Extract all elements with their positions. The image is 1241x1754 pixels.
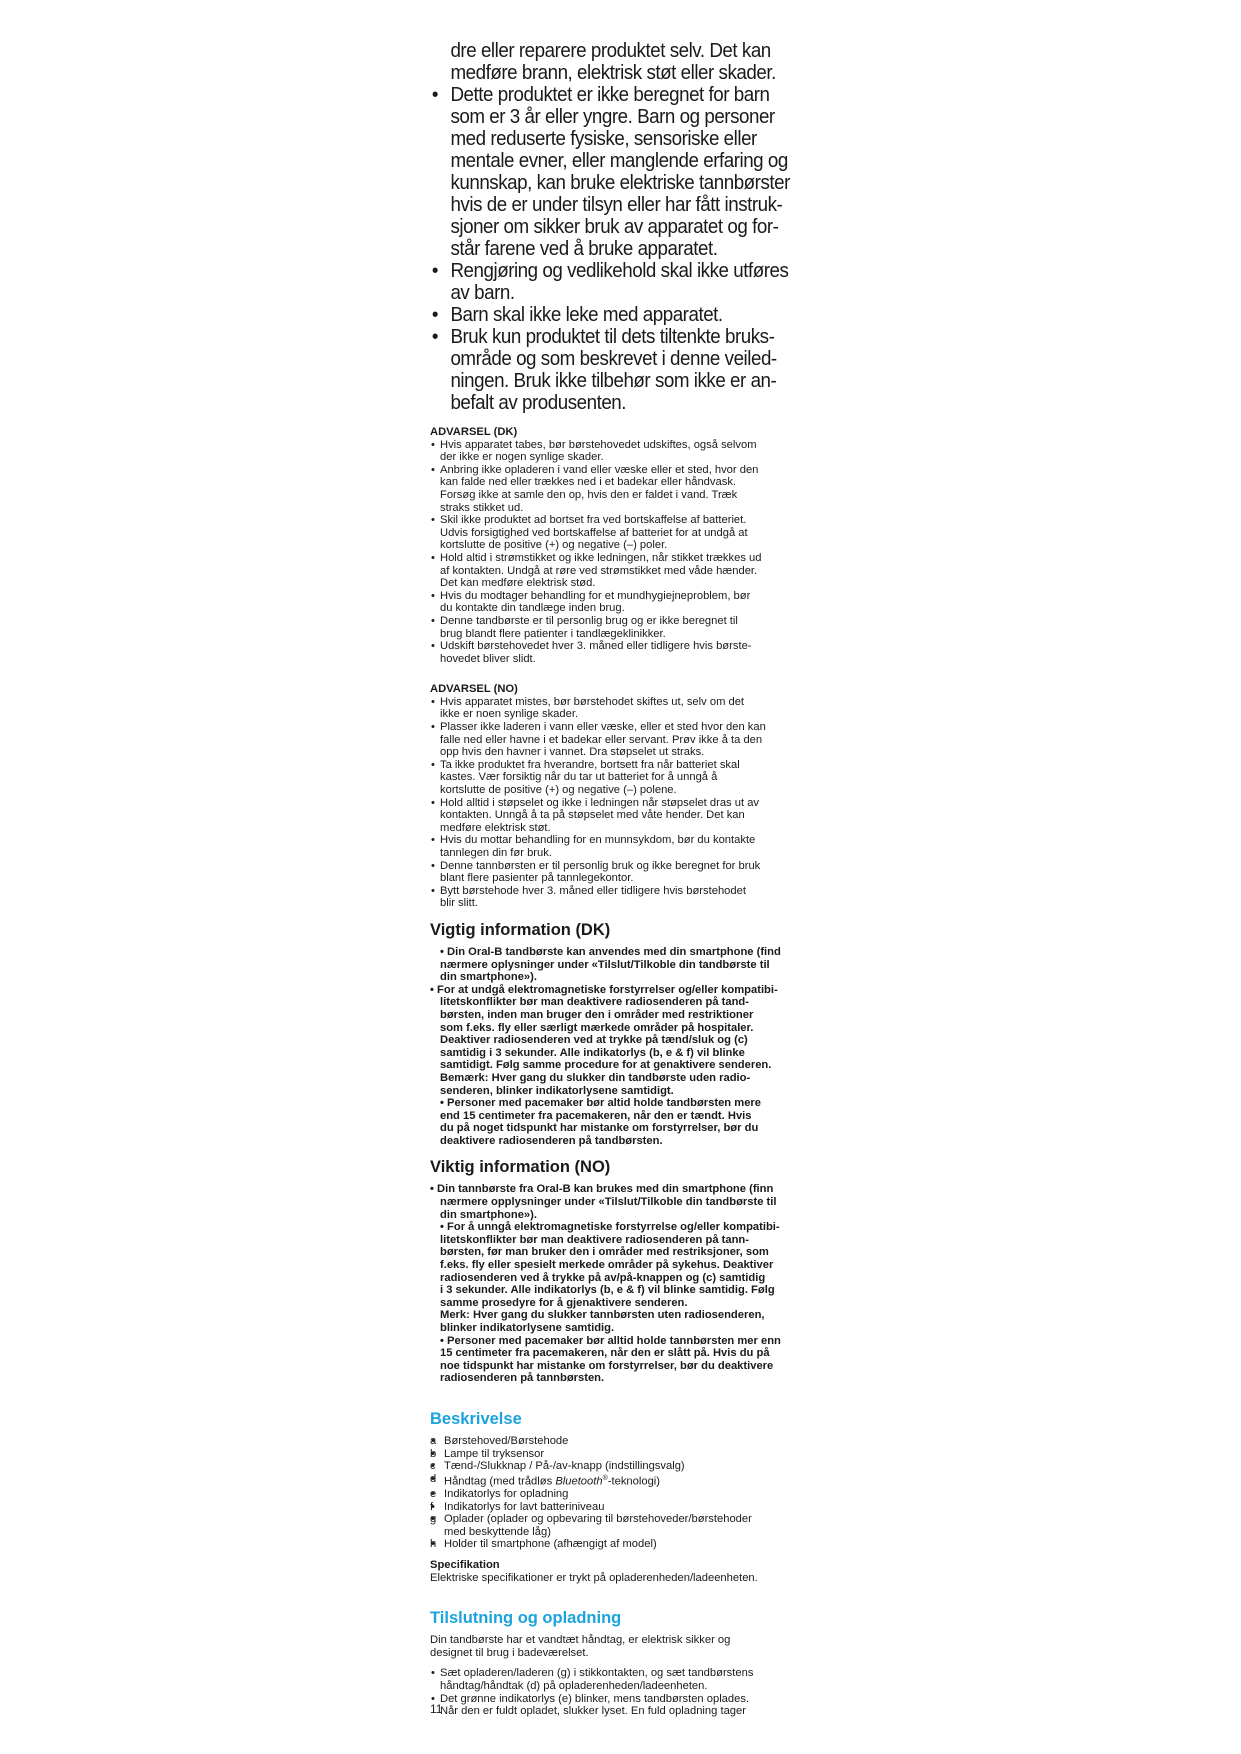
description-section [430, 1409, 825, 1584]
list-item: • Bruk kun produktet til dets tiltenkte bruks- område og som beskrevet i denne veiled- ningen. Bruk ikke tilbehør som ikke er an- befalt av produsenten. [430, 326, 830, 414]
section-heading: ADVARSEL (NO) [430, 683, 518, 696]
charging-section [430, 1608, 825, 1718]
list-item: • Hold altid i strømstikket og ikke ledningen, når stikket trækkes ud af kontakten. Undgå at røre ved strømstikket med våde hænder. Det kan medføre elektrisk stød. [430, 552, 825, 590]
list-item: • Hvis du modtager behandling for et mundhygiejneproblem, bør du kontakte din tandlæge inden brug. [430, 590, 825, 615]
list-item: • Hvis apparatet tabes, bør børstehovedet udskiftes, også selvom der ikke er nogen synlige skader. [430, 439, 825, 464]
list-item: • Hvis apparatet mistes, bør børstehodet skiftes ut, selv om det ikke er noen synlige skader. [430, 696, 825, 721]
list-item: • Anbring ikke opladeren i vand eller væske eller et sted, hvor den kan falde ned eller trækkes ned i et badekar eller håndvask. Forsøg ikke at samle den op, hvis den er faldet i vand. Træk straks stikket ud. [430, 464, 825, 514]
list-item: • Bytt børstehode hver 3. måned eller tidligere hvis børstehodet blir slitt. [430, 885, 825, 910]
page-number: 11 [430, 1702, 443, 1716]
charging-intro: Din tandbørste har et vandtæt håndtag, er elektrisk sikker og designet til brug i badeværelset. [430, 1634, 731, 1659]
list-item: • f Indikatorlys for lavt batteriniveau [430, 1501, 825, 1514]
section-heading: Beskrivelse [430, 1409, 522, 1428]
list-item: • Dette produktet er ikke beregnet for barn som er 3 år eller yngre. Barn og personer med reduserte fysiske, sensoriske eller mentale evner, eller manglende erfaring og kunnskap, kan bruke elektriske tannbørster hvis de er under tilsyn eller har fått instruk- sjoner om sikker bruk av apparatet og for- står farene ved å bruke apparatet. [430, 84, 830, 260]
section-heading: ADVARSEL (DK) [430, 426, 518, 438]
list-item: • Barn skal ikke leke med apparatet. [430, 304, 830, 326]
list-item: • b Lampe til tryksensor [430, 1448, 825, 1461]
no-safety-list [430, 84, 830, 414]
continuation-text: dre eller reparere produktet selv. Det kan medføre brann, elektrisk støt eller skader. [450, 40, 776, 84]
list-item: • Hold alltid i støpselet og ikke i ledningen når støpselet dras ut av kontakten. Unngå å ta på støpselet med våte hender. Det kan medføre elektrisk støt. [430, 797, 825, 835]
spec-text: Elektriske specifikationer er trykt på opladerenheden/ladeenheten. [430, 1571, 758, 1584]
no-safety-continuation [430, 40, 830, 414]
info-no-text: • Din tannbørste fra Oral-B kan brukes med din smartphone (finn nærmere opplysninger under «Tilslut/Tilkoble din tandbørste til din smartphone»). • For å unngå elektromagnetiske forstyrrelse og/eller kompatibi- litetskonflikter bør man deaktivere radiosenderen på tann- børsten, før man bruker den i områder med restriksjoner, som f.eks. fly eller spesielt merkede områder på sykehus. Deaktiver radiosenderen ved å trykke på av/på-knappen og (c) samtidig i 3 sekunder. Alle indikatorlys (b, e & f) vil blinke samtidig. Følg samme prosedyre for å gjenaktivere senderen. Merk: Hver gang du slukker tannbørsten uten radiosenderen, blinker indikatorlysene samtidig. • Personer med pacemaker bør alltid holde tannbørsten mer enn 15 centimeter fra pacemakeren, når den er slått på. Hvis du på noe tidspunkt har mistanke om forstyrrelser, bør du deaktivere radiosenderen på tannbørsten. [430, 1183, 781, 1385]
list-item: • Denne tandbørste er til personlig brug og er ikke beregnet til brug blandt flere patienter i tandlægeklinikker. [430, 615, 825, 640]
parts-list [430, 1435, 825, 1551]
section-heading: Viktig information (NO) [430, 1158, 611, 1177]
list-item: • e Indikatorlys for opladning [430, 1488, 825, 1501]
list-item: • Hvis du mottar behandling for en munnsykdom, bør du kontakte tannlegen din før bruk. [430, 834, 825, 859]
list-item: • Rengjøring og vedlikehold skal ikke utføres av barn. [430, 260, 830, 304]
info-no-section [430, 1157, 825, 1385]
list-item: • Ta ikke produktet fra hverandre, bortsett fra når batteriet skal kastes. Vær forsiktig når du tar ut batteriet for å unngå å kortslutte de positive (+) og negative (–) polene. [430, 759, 825, 797]
warning-dk-section [430, 426, 825, 665]
list-item: • Denne tannbørsten er til personlig bruk og ikke beregnet for bruk blant flere pasienter på tannlegekontor. [430, 860, 825, 885]
warning-no-section [430, 683, 825, 910]
list-item: • Plasser ikke laderen i vann eller væske, eller et sted hvor den kan falle ned eller havne i et badekar eller servant. Prøv ikke å ta den opp hvis den havner i vannet. Dra støpselet ut straks. [430, 721, 825, 759]
list-item: • c Tænd-/Slukknap / På-/av-knapp (indstillingsvalg) [430, 1460, 825, 1473]
list-item: • Det grønne indikatorlys (e) blinker, mens tandbørsten oplades. Når den er fuldt opladet, slukker lyset. En fuld opladning tager [430, 1693, 825, 1718]
list-item: • g Oplader (oplader og opbevaring til børstehoveder/børstehoder med beskyttende låg) [430, 1513, 825, 1538]
info-dk-text: • Din Oral-B tandbørste kan anvendes med din smartphone (find nærmere oplysninger under «Tilslut/Tilkoble din tandbørste til din smartphone»). • For at undgå elektromagnetiske forstyrrelser og/eller kompatibi- litetskonflikter bør man deaktivere radiosenderen på tand- børsten, inden man bruger den i områder med restriktioner som f.eks. fly eller særligt mærkede områder på hospitaler. Deaktiver radiosenderen ved at trykke på tænd/sluk og (c) samtidig i 3 sekunder. Alle indikatorlys (b, e & f) vil blinke samtidigt. Følg samme procedure for at genaktivere senderen. Bemærk: Hver gang du slukker din tandbørste uden radio- senderen, blinker indikatorlysene samtidigt. • Personer med pacemaker bør altid holde tandbørsten mere end 15 centimeter fra pacemakeren, når den er tændt. Hvis du på noget tidspunkt har mistanke om forstyrrelser, bør du deaktivere radiosenderen på tandbørsten. [430, 945, 781, 1147]
list-item: • Skil ikke produktet ad bortset fra ved bortskaffelse af batteriet. Udvis forsigtighed ved bortskaffelse af batteriet for at undgå at kortslutte de positive (+) og negative (–) poler. [430, 514, 825, 552]
list-item: • a Børstehoved/Børstehode [430, 1435, 825, 1448]
list-item: • Sæt opladeren/laderen (g) i stikkontakten, og sæt tandbørstens håndtag/håndtak (d) på opladerenheden/ladeenheten. [430, 1667, 825, 1692]
page-column [430, 40, 825, 1718]
list-item: • h Holder til smartphone (afhængigt af model) [430, 1538, 825, 1551]
list-item: • d Håndtag (med trådløs Bluetooth®-teknologi) [430, 1473, 825, 1488]
list-item: • Udskift børstehovedet hver 3. måned eller tidligere hvis børste- hovedet bliver slidt. [430, 640, 825, 665]
spec-heading: Specifikation [430, 1559, 500, 1572]
info-dk-section [430, 920, 825, 1148]
section-heading: Vigtig information (DK) [430, 920, 611, 939]
section-heading: Tilslutning og opladning [430, 1609, 622, 1628]
